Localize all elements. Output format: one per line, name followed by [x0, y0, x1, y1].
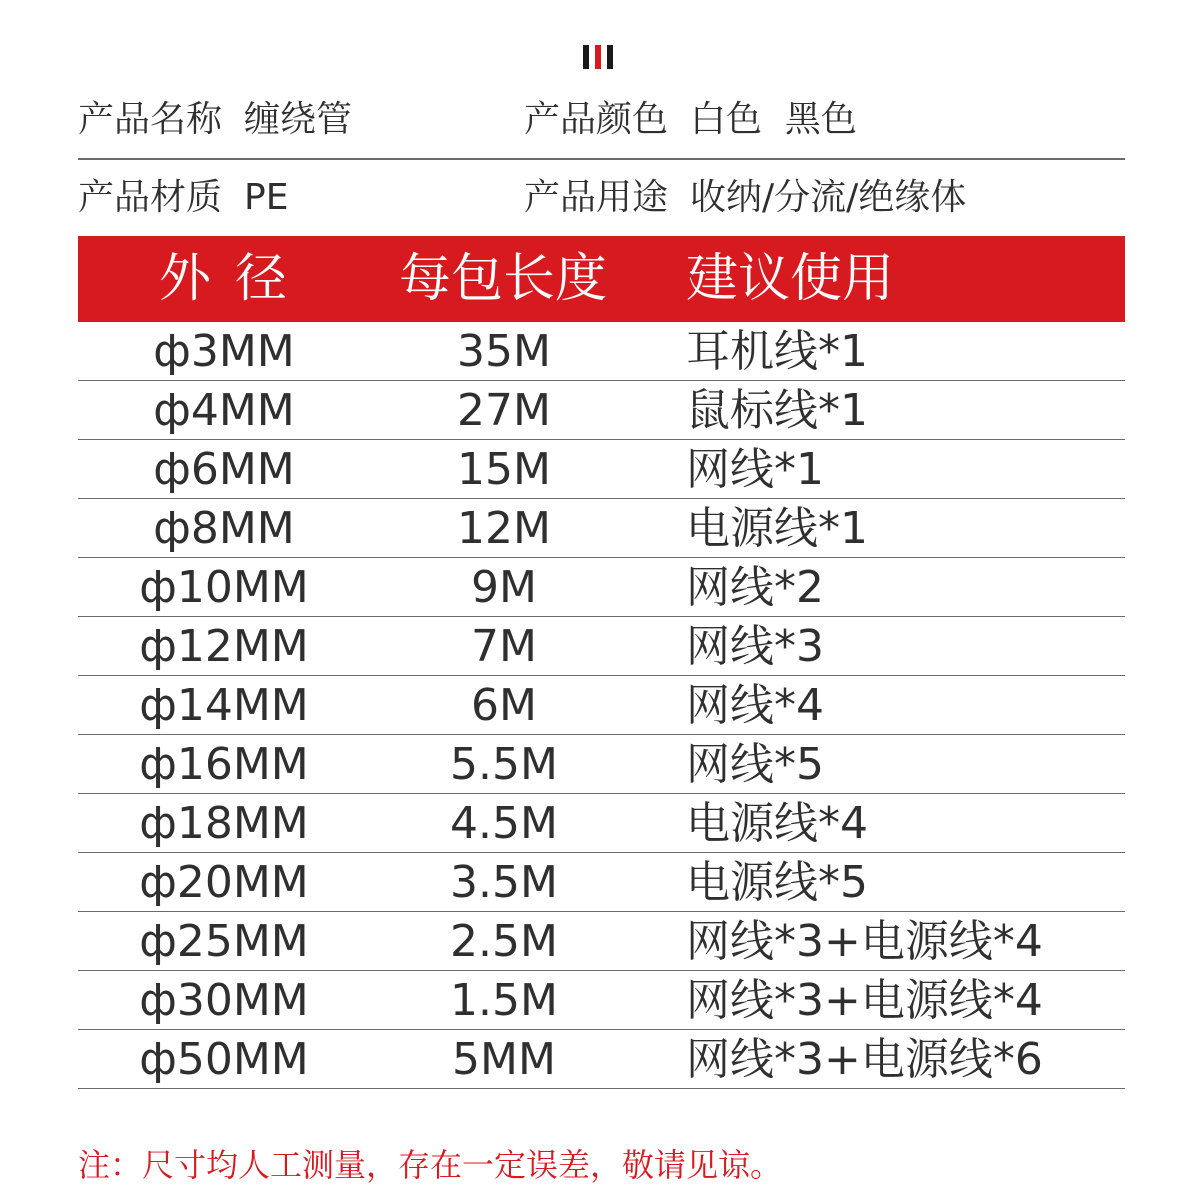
- cell-suggested-use: 电源线*4: [686, 798, 868, 849]
- table-row: [78, 617, 1125, 676]
- cell-length: 3.5M: [450, 857, 558, 908]
- cell-length: 35M: [457, 326, 551, 377]
- cell-length: 7M: [471, 621, 537, 672]
- product-material-value: PE: [244, 177, 289, 218]
- table-row: [78, 381, 1125, 440]
- spec-table: [78, 236, 1125, 1089]
- cell-length: 4.5M: [450, 798, 558, 849]
- cell-outer-diameter: ф6MM: [153, 444, 295, 495]
- cell-suggested-use: 鼠标线*1: [686, 385, 868, 436]
- info-row-2: [78, 160, 1125, 236]
- table-body: [78, 322, 1125, 1089]
- cell-length: 12M: [457, 503, 551, 554]
- cell-outer-diameter: ф16MM: [139, 739, 309, 790]
- product-usage-label: 产品用途: [524, 177, 669, 218]
- table-row: [78, 735, 1125, 794]
- product-usage: [524, 160, 966, 236]
- info-row-1: [78, 82, 1125, 160]
- table-row: [78, 440, 1125, 499]
- bar-2: [595, 45, 601, 69]
- cell-suggested-use: 网线*4: [686, 680, 824, 731]
- cell-suggested-use: 网线*3+电源线*4: [686, 916, 1043, 967]
- cell-length: 9M: [471, 562, 537, 613]
- disclaimer-note: 注：尺寸均人工测量，存在一定误差，敬请见谅。: [78, 1146, 783, 1184]
- cell-length: 5MM: [452, 1034, 556, 1085]
- table-row: [78, 676, 1125, 735]
- cell-length: 1.5M: [450, 975, 558, 1026]
- cell-outer-diameter: ф30MM: [139, 975, 309, 1026]
- product-material-label: 产品材质: [78, 177, 223, 218]
- table-row: [78, 794, 1125, 853]
- cell-outer-diameter: ф3MM: [153, 326, 295, 377]
- table-header: [78, 236, 1125, 322]
- product-name: [78, 82, 352, 158]
- table-row: [78, 558, 1125, 617]
- cell-outer-diameter: ф4MM: [153, 385, 295, 436]
- product-color-label: 产品颜色: [524, 99, 669, 140]
- table-row: [78, 912, 1125, 971]
- product-name-label: 产品名称: [78, 99, 223, 140]
- product-color-value: 白色 黑色: [690, 99, 857, 140]
- cell-length: 15M: [457, 444, 551, 495]
- header-length-per-pack: 每包长度: [398, 249, 607, 309]
- cell-suggested-use: 网线*3+电源线*6: [686, 1034, 1043, 1085]
- product-name-value: 缠绕管: [244, 99, 353, 140]
- cell-outer-diameter: ф50MM: [139, 1034, 309, 1085]
- cell-suggested-use: 网线*1: [686, 444, 824, 495]
- cell-outer-diameter: ф8MM: [153, 503, 295, 554]
- product-usage-value: 收纳/分流/绝缘体: [690, 177, 967, 218]
- cell-suggested-use: 网线*3+电源线*4: [686, 975, 1043, 1026]
- cell-length: 5.5M: [450, 739, 558, 790]
- table-row: [78, 499, 1125, 558]
- table-row: [78, 322, 1125, 381]
- header-suggested-use: 建议使用: [686, 249, 895, 309]
- bar-1: [583, 45, 589, 69]
- header-outer-diameter: 外径: [158, 249, 311, 309]
- decorative-bars: [583, 45, 613, 69]
- cell-suggested-use: 网线*5: [686, 739, 824, 790]
- cell-outer-diameter: ф20MM: [139, 857, 309, 908]
- cell-suggested-use: 电源线*5: [686, 857, 868, 908]
- cell-suggested-use: 耳机线*1: [686, 326, 868, 377]
- cell-suggested-use: 电源线*1: [686, 503, 868, 554]
- cell-outer-diameter: ф12MM: [139, 621, 309, 672]
- cell-suggested-use: 网线*2: [686, 562, 824, 613]
- cell-outer-diameter: ф25MM: [139, 916, 309, 967]
- cell-outer-diameter: ф10MM: [139, 562, 309, 613]
- bar-3: [607, 45, 613, 69]
- cell-length: 6M: [471, 680, 537, 731]
- product-color: [524, 82, 857, 158]
- product-material: [78, 160, 288, 236]
- cell-length: 27M: [457, 385, 551, 436]
- cell-outer-diameter: ф14MM: [139, 680, 309, 731]
- table-row: [78, 853, 1125, 912]
- table-row: [78, 1030, 1125, 1089]
- table-row: [78, 971, 1125, 1030]
- cell-length: 2.5M: [450, 916, 558, 967]
- cell-outer-diameter: ф18MM: [139, 798, 309, 849]
- cell-suggested-use: 网线*3: [686, 621, 824, 672]
